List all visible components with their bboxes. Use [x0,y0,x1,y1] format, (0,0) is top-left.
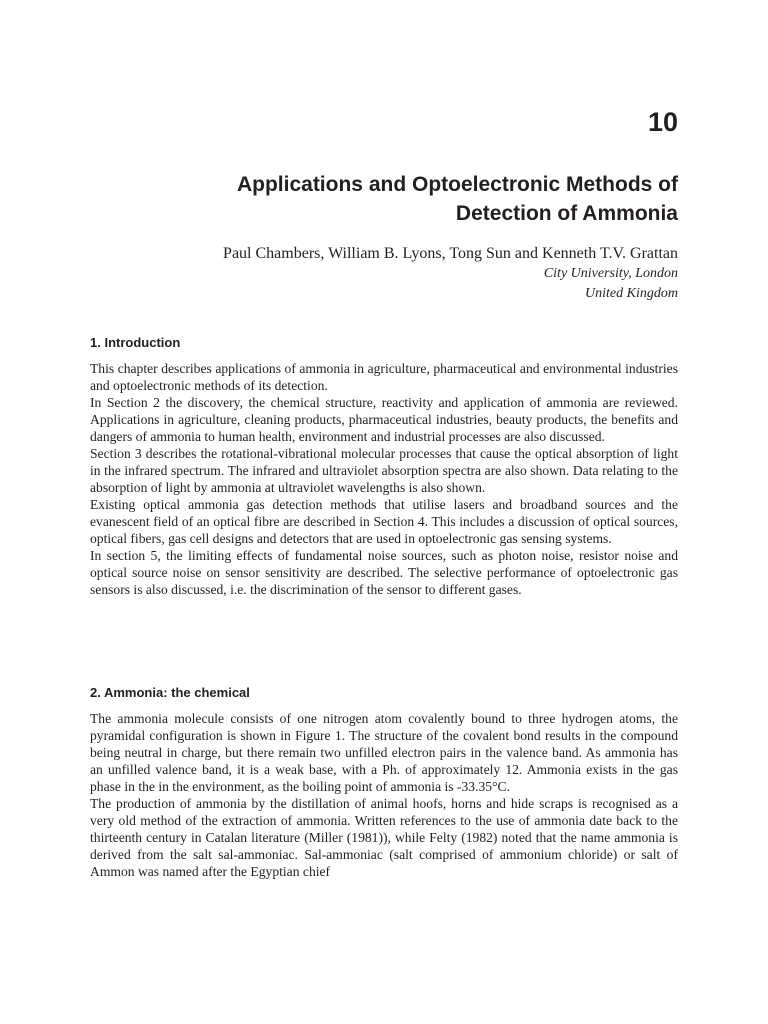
paragraph: In Section 2 the discovery, the chemical structure, reactivity and application of ammonia are reviewed. Applications in agriculture, cleaning products, pharmaceutical industries, beauty products, the benefits and dangers of ammonia to human health, environment and industrial processes are also discussed. [90,395,678,444]
author-list: Paul Chambers, William B. Lyons, Tong Sun and Kenneth T.V. Grattan [223,245,678,262]
paragraph: Existing optical ammonia gas detection methods that utilise lasers and broadband sources and the evanescent field of an optical fibre are described in Section 4. This includes a discussion of optical sources, optical fibers, gas cell designs and detectors that are used in optoelectronic gas sensing systems. [90,497,678,546]
section-body-introduction [90,360,678,598]
paragraph: Section 3 describes the rotational-vibrational molecular processes that cause the optical absorption of light in the infrared spectrum. The infrared and ultraviolet absorption spectra are also shown. Data relating to the absorption of light by ammonia at ultraviolet wavelengths is also shown. [90,446,678,495]
chapter-title-line-2: Detection of Ammonia [455,202,678,225]
chapter-title [118,170,678,228]
section-heading-introduction: 1. Introduction [90,335,181,350]
affiliation-line-2: United Kingdom [585,286,678,301]
affiliation-line-1: City University, London [543,266,678,281]
chapter-title-line-1: Applications and Optoelectronic Methods of [236,173,678,196]
paragraph: In section 5, the limiting effects of fundamental noise sources, such as photon noise, resistor noise and optical source noise on sensor sensitivity are described. The selective performance of optoelectronic gas sensors is also discussed, i.e. the discrimination of the sensor to different gases. [90,548,678,597]
section-heading-chemical: 2. Ammonia: the chemical [90,685,250,700]
chapter-number: 10 [647,107,678,137]
paragraph: This chapter describes applications of ammonia in agriculture, pharmaceutical and environmental industries and optoelectronic methods of its detection. [90,361,678,393]
author-affiliation [278,264,678,304]
paragraph: The ammonia molecule consists of one nitrogen atom covalently bound to three hydrogen atoms, the pyramidal configuration is shown in Figure 1. The structure of the covalent bond results in the compound being neutral in charge, but there remain two unfilled electron pairs in the valence band. As ammonia has an unfilled valence band, it is a weak base, with a Ph. of approximately 12. Ammonia exists in the gas phase in the in the environment, as the boiling point of ammonia is -33.35°C. [90,711,678,794]
paragraph: The production of ammonia by the distillation of animal hoofs, horns and hide scraps is recognised as a very old method of the extraction of ammonia. Written references to the use of ammonia date back to the thirteenth century in Catalan literature (Miller (1981)), while Felty (1982) noted that the name ammonia is derived from the salt sal-ammoniac. Sal-ammoniac (salt comprised of ammonium chloride) or salt of Ammon was named after the Egyptian chief [90,796,678,879]
section-body-chemical [90,710,678,880]
